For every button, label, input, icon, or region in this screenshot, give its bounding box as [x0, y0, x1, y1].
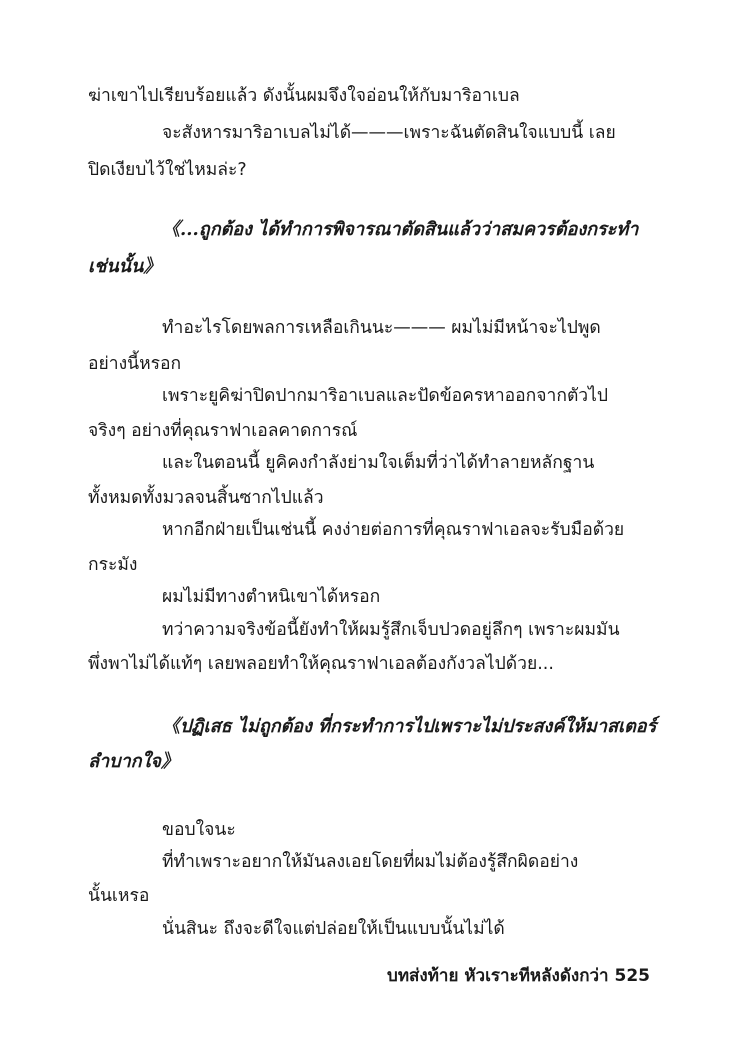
text-line: ทั้งหมดทั้งมวลจนสิ้นซากไปแล้ว [88, 488, 324, 508]
text-line: นั้นเหรอ [88, 886, 150, 906]
page-footer [387, 962, 650, 989]
text-line: จะสังหารมาริอาเบลไม่ได้———เพราะฉันตัดสินใจแบบนี้ เลย [162, 123, 616, 143]
text-line: ที่ทำเพราะอยากให้มันลงเอยโดยที่ผมไม่ต้องรู้สึกผิดอย่าง [162, 852, 579, 872]
text-line: อย่างนี้หรอก [88, 354, 182, 374]
page-number: 525 [614, 966, 650, 986]
text-line: ขอบใจนะ [162, 820, 236, 840]
text-line: พึ่งพาไม่ได้แท้ๆ เลยพลอยทำให้คุณราฟาเอลต้องกังวลไปด้วย... [88, 654, 554, 674]
voice-line: 《...ถูกต้อง ได้ทำการพิจารณาตัดสินแล้วว่าสมควรต้องกระทำ [162, 219, 639, 240]
text-line: หากอีกฝ่ายเป็นเช่นนี้ คงง่ายต่อการที่คุณราฟาเอลจะรับมือด้วย [162, 520, 625, 540]
text-line: ปิดเงียบไว้ใช่ไหมล่ะ? [88, 160, 247, 180]
running-head: บทส่งท้าย หัวเราะทีหลังดังกว่า [387, 966, 609, 986]
voice-line: ลำบากใจ》 [88, 751, 179, 772]
voice-line: 《ปฏิเสธ ไม่ถูกต้อง ที่กระทำการไปเพราะไม่ประสงค์ให้มาสเตอร์ [162, 716, 657, 737]
text-line: จริงๆ อย่างที่คุณราฟาเอลคาดการณ์ [88, 421, 358, 441]
text-line: และในตอนนี้ ยูคิคงกำลังย่ามใจเต็มที่ว่าได้ทำลายหลักฐาน [162, 453, 595, 473]
text-line: ผมไม่มีทางตำหนิเขาได้หรอก [162, 587, 381, 607]
text-line: เพราะยูคิฆ่าปิดปากมาริอาเบลและปัดข้อครหาออกจากตัวไป [162, 386, 609, 406]
voice-line: เช่นนั้น》 [88, 256, 162, 277]
text-line: ฆ่าเขาไปเรียบร้อยแล้ว ดังนั้นผมจึงใจอ่อนให้กับมาริอาเบล [88, 86, 520, 106]
text-line: นั่นสินะ ถึงจะดีใจแต่ปล่อยให้เป็นแบบนั้นไม่ได้ [162, 919, 505, 939]
text-line: กระมัง [88, 555, 138, 575]
text-line: ทว่าความจริงข้อนี้ยังทำให้ผมรู้สึกเจ็บปวดอยู่ลึกๆ เพราะผมมัน [162, 620, 620, 640]
text-line: ทำอะไรโดยพลการเหลือเกินนะ——— ผมไม่มีหน้าจะไปพูด [162, 318, 601, 338]
